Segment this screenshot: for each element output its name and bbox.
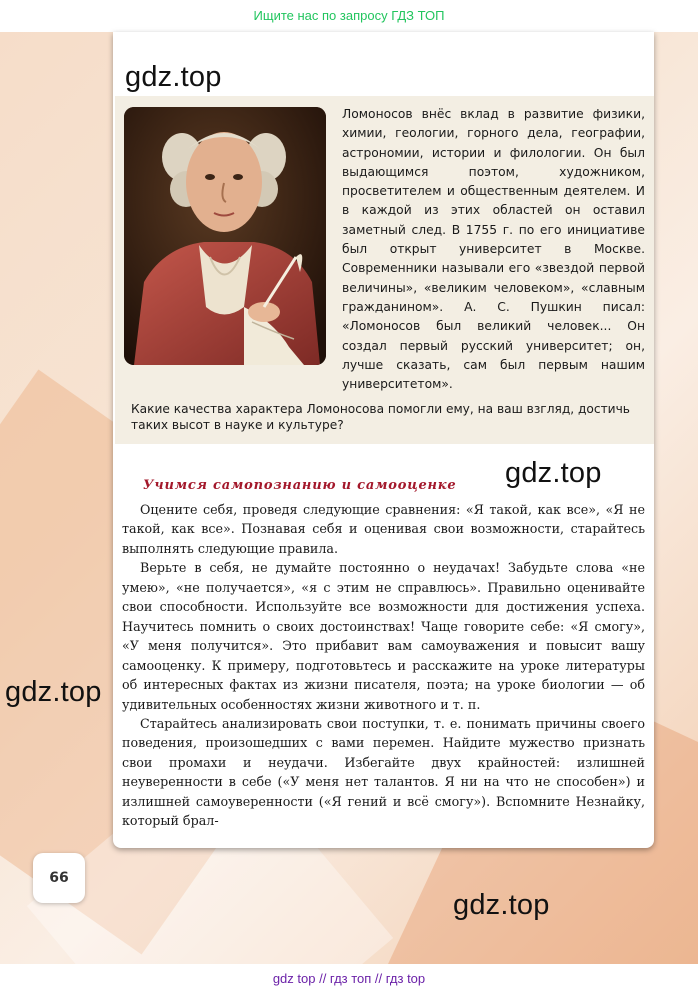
page-number: 66 bbox=[33, 853, 85, 903]
paragraph: Оцените себя, проведя следующие сравнения: «Я такой, как все», «Я не такой, как все». Познавая себя и оценивая свои возможности, старайтесь выполнять следующие правила. bbox=[122, 502, 645, 556]
paragraph: Верьте в себя, не думайте постоянно о неудачах! Забудьте слова «не умею», «не получается», «я с этим не справлюсь». Правильно оценивайте свои способности. Используйте все возможности для достижения успеха. Научитесь помнить о своих достоинствах! Чаще говорите себе: «Я смогу», «У меня получится». Это прибавит вам самоуважения и повысит вашу самооценку. К примеру, подготовьтесь и расскажите на уроке литературы об интересных фактах из жизни писателя, поэта; на уроке биологии — об удивительных особенностях жизни животного и т. п. bbox=[122, 560, 645, 712]
lomonosov-portrait bbox=[124, 107, 326, 365]
watermark: gdz.top bbox=[453, 889, 550, 921]
portrait-illustration bbox=[124, 107, 326, 365]
section-heading: Учимся самопознанию и самооценке bbox=[143, 478, 457, 493]
top-banner: Ищите нас по запросу ГДЗ ТОП bbox=[0, 0, 698, 32]
lomonosov-card bbox=[115, 96, 654, 444]
discussion-question: Какие качества характера Ломоносова помогли ему, на ваш взгляд, достичь таких высот в науке и культуре? bbox=[131, 402, 630, 432]
paragraph: Старайтесь анализировать свои поступки, т. е. понимать причины своего поведения, произошедших с вами перемен. Найдите мужество признать свои промахи и неудачи. Избегайте двух крайностей: излишней неуверенности в себе («У меня нет талантов. Я ни на что не способен») и излишней самоуверенности («Я гений и всё смогу»). Вспомните Незнайку, который брал- bbox=[122, 715, 645, 829]
lomonosov-description: Ломоносов внёс вклад в развитие физики, химии, геологии, горного дела, географии, астрономии, истории и филологии. Он был выдающимся поэтом, художником, просветителем и общественным деятелем. И в каждой из этих областей он оставил заметный след. В 1755 г. по его инициативе был открыт университет в Москве. Современники называли его «звездой первой величины», «великим человеком», «славным гражданином». А. С. Пушкин писал: «Ломоносов был великий человек... Он создал первый русский университет; он, лучше сказать, сам был первым нашим университетом». bbox=[342, 107, 645, 392]
watermark: gdz.top bbox=[125, 61, 222, 93]
footer-links[interactable]: gdz top // гдз топ // гдз top bbox=[0, 964, 698, 997]
watermark: gdz.top bbox=[5, 676, 102, 708]
watermark: gdz.top bbox=[505, 457, 602, 489]
section-body bbox=[122, 500, 645, 831]
